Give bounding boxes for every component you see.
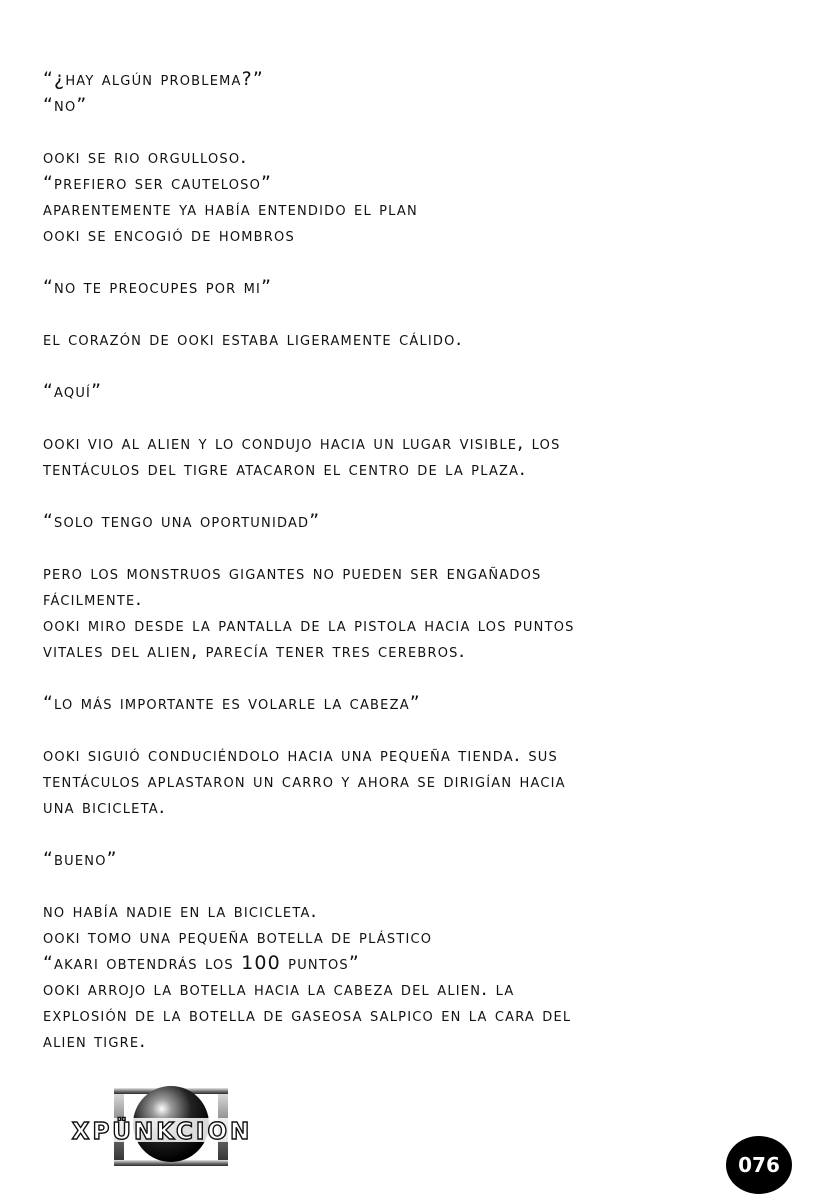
text-line: “bueno” [43, 848, 118, 870]
story-text [43, 66, 783, 1054]
paragraph [43, 274, 783, 300]
paragraph [43, 742, 783, 820]
page-number: 076 [738, 1153, 780, 1177]
paragraph [43, 144, 783, 248]
text-line: aparentemente ya había entendido el plan [43, 198, 418, 220]
paragraph [43, 66, 783, 118]
text-line: no había nadie en la bicicleta. [43, 900, 318, 922]
text-line: tentáculos aplastaron un carro y ahora se dirigían hacia [43, 770, 566, 792]
paragraph [43, 898, 783, 1054]
paragraph [43, 846, 783, 872]
text-line: fácilmente. [43, 588, 143, 610]
text-line: ooki siguió conduciéndolo hacia una pequeña tienda. sus [43, 744, 558, 766]
paragraph [43, 378, 783, 404]
paragraph [43, 430, 783, 482]
xpunkcion-logo [28, 1082, 290, 1172]
paragraph [43, 690, 783, 716]
text-line: “no te preocupes por mi” [43, 276, 273, 298]
text-line: “lo más importante es volarle la cabeza” [43, 692, 421, 714]
text-line: “solo tengo una oportunidad” [43, 510, 321, 532]
text-line: ooki se encogió de hombros [43, 224, 295, 246]
text-line: “¿hay algún problema?” [43, 68, 264, 90]
text-line: alien tigre. [43, 1030, 147, 1052]
text-line: ooki vio al alien y lo condujo hacia un lugar visible, los [43, 432, 561, 454]
text-line: ooki miro desde la pantalla de la pistola hacia los puntos [43, 614, 575, 636]
text-line: ooki arrojo la botella hacia la cabeza del alien. la [43, 978, 515, 1000]
text-line: ooki se rio orgulloso. [43, 146, 248, 168]
paragraph [43, 508, 783, 534]
text-line: el corazón de ooki estaba ligeramente cálido. [43, 328, 463, 350]
text-line: tentáculos del tigre atacaron el centro de la plaza. [43, 458, 527, 480]
text-line: explosión de la botella de gaseosa salpico en la cara del [43, 1004, 572, 1026]
paragraph [43, 326, 783, 352]
text-line: pero los monstruos gigantes no pueden ser engañados [43, 562, 542, 584]
logo-text: XPÜNKCION [71, 1119, 253, 1145]
text-line: una bicicleta. [43, 796, 167, 818]
paragraph [43, 560, 783, 664]
text-line: ooki tomo una pequeña botella de plástico [43, 926, 433, 948]
text-line: vitales del alien, parecía tener tres cerebros. [43, 640, 466, 662]
text-line: “akari obtendrás los 100 puntos” [43, 952, 360, 974]
page-number-badge [726, 1136, 792, 1194]
text-line: “prefiero ser cauteloso” [43, 172, 273, 194]
text-line: “no” [43, 94, 88, 116]
text-line: “aquí” [43, 380, 103, 402]
